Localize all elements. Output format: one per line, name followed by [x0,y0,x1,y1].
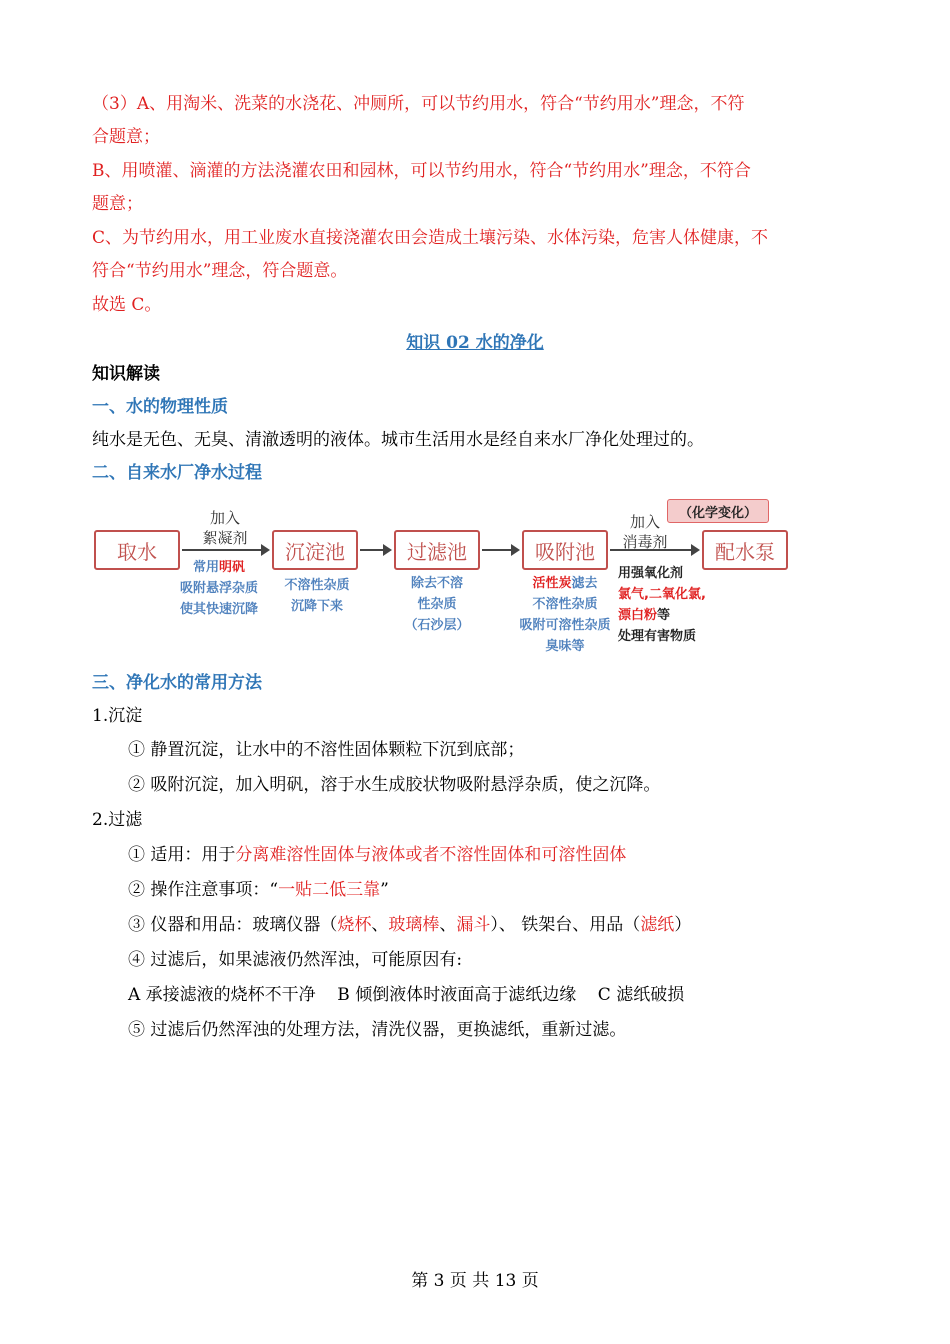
sedimentation-item-2: ② 吸附沉淀，加入明矾，溶于水生成胶状物吸附悬浮杂质，使之沉降。 [128,775,661,795]
flow-box-intake: 取水 [94,530,180,570]
filtration-item-6: ⑤ 过滤后仍然浑浊的处理方法，清洗仪器，更换滤纸，重新过滤。 [128,1020,627,1040]
flow-note-4: 活性炭滤去 不溶性杂质 吸附可溶性杂质 臭味等 [519,576,611,654]
filtration-item-2: ② 操作注意事项：“一贴二低三靠” [128,880,389,900]
flow-box-filtration: 过滤池 [394,530,480,570]
flow-box-adsorption: 吸附池 [522,530,608,570]
answer-line-5: C、为节约用水，用工业废水直接浇灌农田会造成土壤污染、水体污染，危害人体健康，不 [92,228,769,248]
arrow1-label-a: 加入 [209,509,240,527]
flow-note-3: 除去不溶 性杂质 （石沙层） [404,576,470,633]
part1-text: 纯水是无色、无臭、清澈透明的液体。城市生活用水是经自来水厂净化处理过的。 [92,430,704,450]
water-treatment-flow-diagram [92,495,792,665]
knowledge-heading: 知识解读 [92,364,160,384]
flow-arrow-2 [360,549,390,551]
answer-line-3: B、用喷灌、滴灌的方法浇灌农田和园林，可以节约用水，符合“节约用水”理念，不符合 [92,161,751,181]
flow-arrow-3 [482,549,518,551]
part2-heading: 二、自来水厂净水过程 [92,463,262,483]
filtration-title: 2.过滤 [92,810,143,830]
arrow1-label-b: 絮凝剂 [202,529,248,547]
filtration-item-4: ④ 过滤后，如果滤液仍然浑浊，可能原因有: [128,950,463,970]
flow-arrow-1 [182,549,268,551]
filtration-item-5: A 承接滤液的烧杯不干净 B 倾倒液体时液面高于滤纸边缘 C 滤纸破损 [128,985,685,1005]
answer-line-4: 题意； [92,194,143,214]
flow-note-5: 用强氧化剂 氯气,二氧化氯, 漂白粉等 处理有害物质 [618,566,706,644]
answer-line-7: 故选 C。 [92,295,162,315]
arrow4-label-a: 加入 [629,513,660,531]
answer-line-6: 符合“节约用水”理念，符合题意。 [92,261,348,281]
section-title: 知识 02 水的净化 [406,333,544,353]
flow-note-2: 不溶性杂质 沉降下来 [284,578,350,614]
flow-box-sedimentation: 沉淀池 [272,530,358,570]
page-footer: 第 3 页 共 13 页 [411,1271,539,1291]
filtration-item-3: ③ 仪器和用品：玻璃仪器（烧杯、玻璃棒、漏斗）、 铁架台、用品（滤纸） [128,915,692,935]
part3-heading: 三、净化水的常用方法 [92,673,262,693]
filtration-item-1: ① 适用：用于分离难溶性固体与液体或者不溶性固体和可溶性固体 [128,845,627,865]
answer-line-1: （3）A、用淘米、洗菜的水浇花、冲厕所，可以节约用水，符合“节约用水”理念，不符 [92,94,745,114]
flow-note-1: 常用明矾 吸附悬浮杂质 使其快速沉降 [179,560,258,617]
sedimentation-item-1: ① 静置沉淀，让水中的不溶性固体颗粒下沉到底部； [128,740,525,760]
part1-heading: 一、水的物理性质 [92,397,228,417]
flow-box-pump: 配水泵 [702,530,788,570]
arrow4-label-b: 消毒剂 [622,533,668,551]
answer-line-2: 合题意； [92,127,160,147]
sedimentation-title: 1.沉淀 [92,706,143,726]
chemical-change-tag: （化学变化） [667,499,769,523]
